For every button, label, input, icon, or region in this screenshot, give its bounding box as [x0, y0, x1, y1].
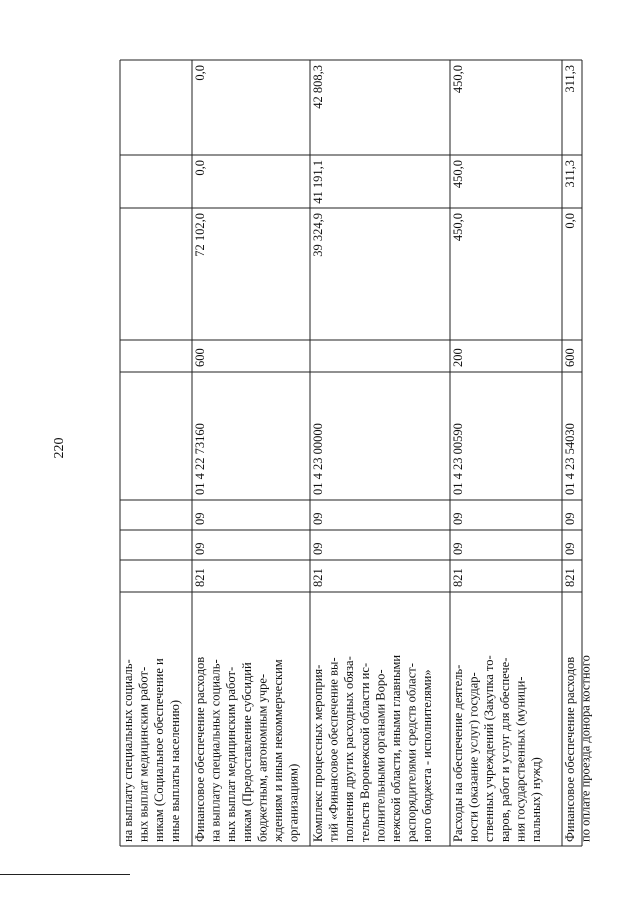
cell-sum3: 311,3 [563, 65, 577, 93]
cell-sum3: 450,0 [451, 65, 465, 94]
row-name-line: никам (Социальное обеспечение и [152, 658, 167, 842]
cell-vr: 200 [451, 348, 465, 367]
row-name-line: Комплекс процессных мероприя- [311, 664, 325, 842]
row-name-line: на выплату специальных социаль- [121, 659, 135, 842]
cell-target: 01 4 22 73160 [193, 423, 207, 495]
cell-sum3: 0,0 [193, 65, 207, 81]
cell-vr: 600 [563, 348, 577, 367]
row-name-line: ственных учреждений (Закупка то- [482, 655, 497, 842]
row-name-line: на выплату специальных социаль- [208, 659, 223, 842]
row-name-line: ных выплат медицинским работ- [224, 666, 239, 842]
row-name-line: бюджетным, автономным учре- [255, 673, 270, 842]
row-name-line: Расходы на обеспечение деятель- [451, 664, 465, 842]
footnote-rule [0, 874, 130, 875]
row-name-line: пальных) нужд) [529, 757, 543, 842]
cell-admin: 821 [451, 568, 465, 587]
cell-target: 01 4 23 00590 [451, 423, 465, 495]
cell-sum1: 0,0 [563, 213, 577, 229]
cell-admin: 821 [563, 568, 577, 587]
cell-section: 09 [451, 542, 465, 555]
row-name-line: нежской области, иными главными [389, 654, 403, 842]
row-name-line: полнительными органами Воро- [373, 669, 388, 842]
row-name-line: ния государственных (муници- [513, 676, 528, 842]
cell-sum1: 72 102,0 [193, 213, 207, 257]
cell-subsection: 09 [193, 512, 207, 525]
budget-table [120, 60, 593, 846]
cell-vr: 600 [193, 348, 207, 367]
row-name-line: Финансовое обеспечение расходов [193, 656, 207, 842]
row-name-line: полнения других расходных обяза- [342, 656, 357, 842]
cell-sum3: 42 808,3 [311, 65, 325, 109]
row-name-line: распорядителями средств област- [404, 663, 419, 842]
cell-section: 09 [311, 542, 325, 555]
cell-sum1: 39 324,9 [311, 213, 325, 257]
cell-subsection: 09 [311, 512, 325, 525]
cell-sum2: 0,0 [193, 160, 207, 176]
row-name-line: ных выплат медицинским работ- [136, 666, 151, 842]
cell-section: 09 [563, 542, 577, 555]
cell-sum2: 450,0 [451, 160, 465, 189]
cell-target: 01 4 23 00000 [311, 423, 325, 495]
cell-admin: 821 [193, 568, 207, 587]
cell-section: 09 [193, 542, 207, 555]
row-name-line: организациям) [286, 763, 301, 842]
row-name-line: никам (Предоставление субсидий [239, 662, 254, 842]
page-number: 220 [52, 437, 67, 459]
cell-admin: 821 [311, 568, 325, 587]
row-name-line: варов, работ и услуг для обеспече- [497, 657, 512, 842]
row-name-line: по оплате проезда донора костного [578, 655, 593, 842]
row-name-line: тельств Воронежской области ис- [357, 662, 372, 842]
row-name-line: ности (оказание услуг) государ- [466, 672, 481, 842]
row-name-line: иные выплаты населению) [167, 699, 182, 842]
row-name-line: ждениям и иным некоммерческим [271, 659, 285, 842]
row-name-line: Финансовое обеспечение расходов [563, 656, 577, 842]
row-name-line: тий «Финансовое обеспечение вы- [326, 657, 341, 842]
cell-sum2: 41 191,1 [311, 160, 325, 204]
cell-subsection: 09 [563, 512, 577, 525]
cell-subsection: 09 [451, 512, 465, 525]
cell-target: 01 4 23 54030 [563, 423, 577, 495]
cell-sum1: 450,0 [451, 213, 465, 242]
row-name-line: ного бюджета - исполнителями» [420, 669, 435, 842]
cell-sum2: 311,3 [563, 160, 577, 188]
